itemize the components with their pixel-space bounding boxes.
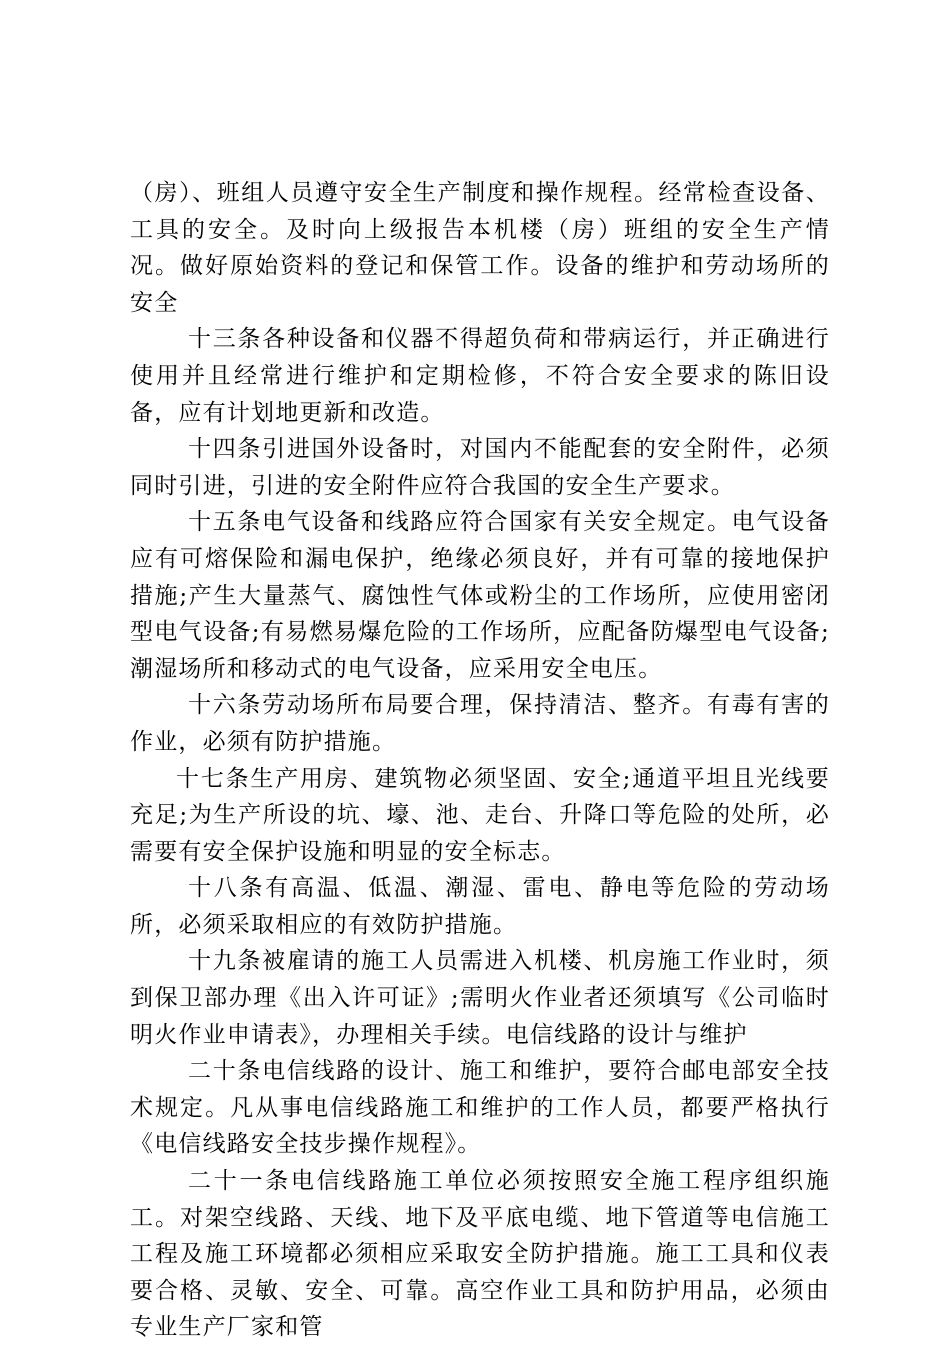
paragraph-article-15: 十五条电气设备和线路应符合国家有关安全规定。电气设备应有可熔保险和漏电保护，绝缘必须良好，并有可靠的接地保护措施;产生大量蒸气、腐蚀性气体或粉尘的工作场所，应使用密闭型电气设备;有易燃易爆危险的工作场所，应配备防爆型电气设备;潮湿场所和移动式的电气设备，应采用安全电压。 [130, 509, 830, 682]
paragraph-article-20: 二十条电信线路的设计、施工和维护，要符合邮电部安全技术规定。凡从事电信线路施工和维护的工作人员，都要严格执行《电信线路安全技步操作规程》。 [130, 1058, 830, 1158]
paragraph-article-18: 十八条有高温、低温、潮湿、雷电、静电等危险的劳动场所，必须采取相应的有效防护措施。 [130, 875, 830, 938]
paragraph-article-13: 十三条各种设备和仪器不得超负荷和带病运行，并正确进行使用并且经常进行维护和定期检修，不符合安全要求的陈旧设备，应有计划地更新和改造。 [130, 326, 830, 426]
paragraph-1: （房）、班组人员遵守安全生产制度和操作规程。经常检查设备、工具的安全。及时向上级报告本机楼（房）班组的安全生产情况。做好原始资料的登记和保管工作。设备的维护和劳动场所的安全 [130, 180, 830, 316]
document-body [130, 175, 830, 1346]
paragraph-article-16: 十六条劳动场所布局要合理，保持清洁、整齐。有毒有害的作业，必须有防护措施。 [130, 692, 830, 755]
paragraph-article-19: 十九条被雇请的施工人员需进入机楼、机房施工作业时，须到保卫部办理《出入许可证》;需明火作业者还须填写《公司临时明火作业申请表》，办理相关手续。电信线路的设计与维护 [130, 948, 830, 1048]
paragraph-article-17: 十七条生产用房、建筑物必须坚固、安全;通道平坦且光线要充足;为生产所设的坑、壕、池、走台、升降口等危险的处所，必需要有安全保护设施和明显的安全标志。 [130, 765, 830, 865]
paragraph-article-14: 十四条引进国外设备时，对国内不能配套的安全附件，必须同时引进，引进的安全附件应符合我国的安全生产要求。 [130, 436, 830, 499]
paragraph-article-21: 二十一条电信线路施工单位必须按照安全施工程序组织施工。对架空线路、天线、地下及平底电缆、地下管道等电信施工工程及施工环境都必须相应采取安全防护措施。施工工具和仪表要合格、灵敏、安全、可靠。高空作业工具和防护用品，必须由专业生产厂家和管 [130, 1168, 830, 1341]
